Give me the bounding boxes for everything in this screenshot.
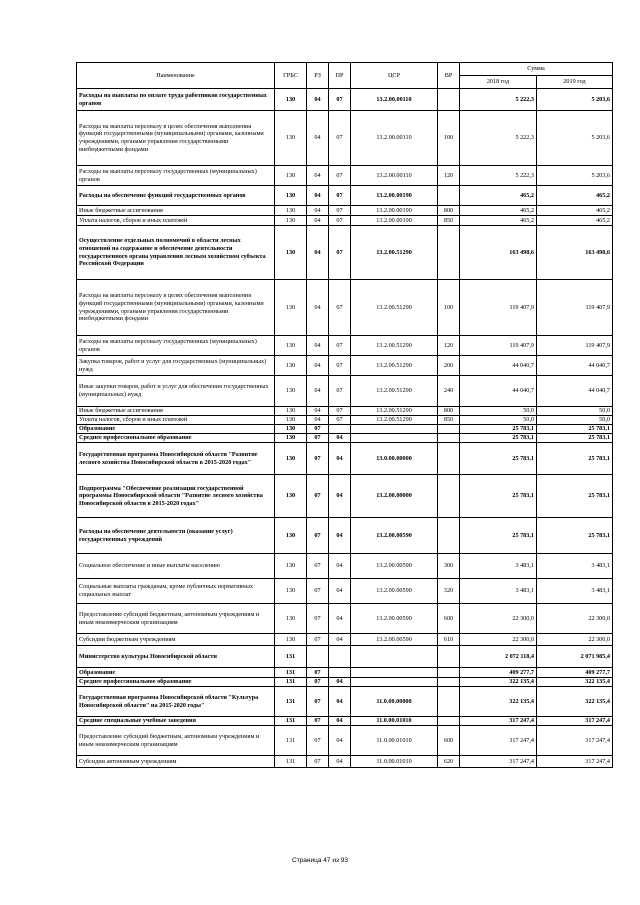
row-pr: 04 (329, 554, 351, 579)
row-rz: 07 (307, 756, 329, 768)
table-row (77, 668, 613, 678)
row-csr: 13.2.00.51290 (351, 280, 438, 336)
row-value-2019: 2 071 985,4 (537, 646, 613, 668)
table-row (77, 416, 613, 425)
row-csr: 13.2.00.00110 (351, 89, 438, 111)
row-rz: 04 (307, 407, 329, 416)
row-value-2018: 25 783,1 (460, 443, 537, 475)
table-row (77, 687, 613, 717)
row-name: Осуществление отдельных полномочий в области лесных отношений на содержание и обеспечение деятельности государственного органа управления лесным хозяйством субъекта Российской Федерации (77, 226, 275, 280)
table-row (77, 356, 613, 376)
row-rz: 04 (307, 186, 329, 206)
row-csr: 13.2.00.51290 (351, 376, 438, 407)
table-row (77, 443, 613, 475)
row-grbs: 130 (275, 475, 307, 518)
row-grbs: 130 (275, 434, 307, 443)
row-grbs: 130 (275, 376, 307, 407)
row-value-2019: 119 407,9 (537, 336, 613, 356)
table-row (77, 280, 613, 336)
row-pr: 04 (329, 687, 351, 717)
row-value-2019: 22 300,0 (537, 604, 613, 634)
row-grbs: 130 (275, 89, 307, 111)
table-row (77, 634, 613, 646)
row-grbs: 130 (275, 579, 307, 604)
row-grbs: 130 (275, 186, 307, 206)
table-row (77, 226, 613, 280)
row-name: Расходы на выплаты персоналу в целях обеспечения выполнения функций государственными (муниципальными) органами, казенными учреждениями, органами управления государственными внебюджетными фондами (77, 111, 275, 166)
row-csr: 13.2.00.51290 (351, 407, 438, 416)
row-rz: 04 (307, 226, 329, 280)
table-row (77, 756, 613, 768)
row-rz: 04 (307, 111, 329, 166)
row-value-2018: 317 247,4 (460, 756, 537, 768)
row-csr: 13.2.00.51290 (351, 416, 438, 425)
row-grbs: 131 (275, 668, 307, 678)
row-name: Расходы на выплаты персоналу государственных (муниципальных) органов (77, 166, 275, 186)
row-vr: 850 (438, 216, 460, 226)
row-grbs: 130 (275, 216, 307, 226)
row-csr (351, 434, 438, 443)
row-value-2019: 25 783,1 (537, 443, 613, 475)
row-name: Государственная программа Новосибирской области "Развитие лесного хозяйства Новосибирской области в 2015-2020 годах" (77, 443, 275, 475)
row-vr: 120 (438, 166, 460, 186)
row-name: Образование (77, 668, 275, 678)
row-csr (351, 425, 438, 434)
row-grbs: 130 (275, 416, 307, 425)
row-value-2019: 5 203,6 (537, 89, 613, 111)
header-grbs: ГРБС (275, 63, 307, 89)
table-row (77, 407, 613, 416)
row-value-2019: 44 040,7 (537, 376, 613, 407)
row-value-2019: 409 277,7 (537, 668, 613, 678)
row-name: Субсидии бюджетным учреждениям (77, 634, 275, 646)
row-value-2018: 25 783,1 (460, 434, 537, 443)
row-name: Среднее профессиональное образование (77, 678, 275, 687)
row-pr: 07 (329, 226, 351, 280)
row-grbs: 130 (275, 111, 307, 166)
row-rz: 04 (307, 376, 329, 407)
row-rz: 07 (307, 518, 329, 554)
row-csr: 13.2.00.00590 (351, 579, 438, 604)
row-name: Иные бюджетные ассигнования (77, 407, 275, 416)
table-row (77, 434, 613, 443)
row-vr (438, 646, 460, 668)
row-name: Образование (77, 425, 275, 434)
table-row (77, 336, 613, 356)
row-grbs: 131 (275, 687, 307, 717)
header-row (77, 63, 613, 76)
row-csr: 13.2.00.00190 (351, 206, 438, 216)
row-grbs: 130 (275, 554, 307, 579)
row-value-2018: 119 407,9 (460, 336, 537, 356)
row-vr: 240 (438, 376, 460, 407)
row-pr: 07 (329, 280, 351, 336)
row-csr (351, 668, 438, 678)
header-csr: ЦСР (351, 63, 438, 89)
row-value-2019: 25 783,1 (537, 434, 613, 443)
row-csr: 13.2.00.51290 (351, 356, 438, 376)
row-rz: 07 (307, 425, 329, 434)
header-rz: РЗ (307, 63, 329, 89)
row-pr: 04 (329, 726, 351, 756)
table-row (77, 604, 613, 634)
row-value-2018: 44 040,7 (460, 356, 537, 376)
row-vr: 320 (438, 579, 460, 604)
row-grbs: 130 (275, 407, 307, 416)
row-rz: 04 (307, 280, 329, 336)
row-vr (438, 443, 460, 475)
row-vr (438, 475, 460, 518)
row-pr: 07 (329, 111, 351, 166)
table-row (77, 554, 613, 579)
table-row (77, 376, 613, 407)
row-value-2018: 5 222,3 (460, 111, 537, 166)
row-csr: 13.2.00.00110 (351, 111, 438, 166)
row-vr (438, 226, 460, 280)
header-vr: ВР (438, 63, 460, 89)
row-vr: 610 (438, 634, 460, 646)
row-csr: 11.0.00.01010 (351, 726, 438, 756)
row-value-2018: 3 483,1 (460, 554, 537, 579)
row-rz: 07 (307, 687, 329, 717)
row-name: Уплата налогов, сборов и иных платежей (77, 216, 275, 226)
row-pr: 04 (329, 634, 351, 646)
row-vr (438, 678, 460, 687)
row-rz: 04 (307, 206, 329, 216)
row-csr (351, 646, 438, 668)
row-value-2019: 44 040,7 (537, 356, 613, 376)
row-name: Расходы на обеспечение функций государственных органов (77, 186, 275, 206)
table-row (77, 646, 613, 668)
row-pr: 07 (329, 356, 351, 376)
row-vr (438, 668, 460, 678)
row-value-2018: 317 247,4 (460, 717, 537, 726)
row-vr (438, 687, 460, 717)
table-row (77, 425, 613, 434)
row-csr: 13.2.00.00590 (351, 604, 438, 634)
row-rz (307, 646, 329, 668)
row-grbs: 130 (275, 226, 307, 280)
row-grbs: 131 (275, 717, 307, 726)
table-row (77, 111, 613, 166)
table-row (77, 475, 613, 518)
row-grbs: 130 (275, 336, 307, 356)
row-value-2019: 317 247,4 (537, 726, 613, 756)
row-value-2018: 50,0 (460, 407, 537, 416)
budget-table (76, 62, 613, 768)
row-vr (438, 518, 460, 554)
row-grbs: 131 (275, 646, 307, 668)
row-grbs: 130 (275, 604, 307, 634)
row-grbs: 130 (275, 425, 307, 434)
table-row (77, 678, 613, 687)
row-value-2019: 5 203,6 (537, 166, 613, 186)
row-name: Расходы на выплаты персоналу государственных (муниципальных) органов (77, 336, 275, 356)
header-year-2019: 2019 год (537, 76, 613, 89)
row-value-2018: 465,2 (460, 216, 537, 226)
row-pr: 07 (329, 416, 351, 425)
table-row (77, 579, 613, 604)
table-row (77, 518, 613, 554)
row-vr (438, 717, 460, 726)
row-value-2018: 322 135,4 (460, 687, 537, 717)
row-value-2019: 317 247,4 (537, 717, 613, 726)
row-pr: 07 (329, 186, 351, 206)
row-value-2018: 465,2 (460, 206, 537, 216)
row-pr: 07 (329, 216, 351, 226)
row-name: Государственная программа Новосибирской области "Культура Новосибирской области" на 2015-2020 годы" (77, 687, 275, 717)
row-csr: 11.0.00.00000 (351, 687, 438, 717)
row-name: Расходы на обеспечение деятельности (оказание услуг) государственных учреждений (77, 518, 275, 554)
row-value-2019: 317 247,4 (537, 756, 613, 768)
table-row (77, 206, 613, 216)
row-csr: 13.2.00.00590 (351, 634, 438, 646)
row-pr: 04 (329, 717, 351, 726)
row-name: Подпрограмма "Обеспечение реализации государственной программы Новосибирской области "Развитие лесного хозяйства Новосибирской области в 2015-2020 годах" (77, 475, 275, 518)
row-csr: 13.2.00.51290 (351, 336, 438, 356)
row-csr: 13.0.00.00000 (351, 443, 438, 475)
row-name: Расходы на выплаты персоналу в целях обеспечения выполнения функций государственными (муниципальными) органами, казенными учреждениями, органами управления государственными внебюджетными фондами (77, 280, 275, 336)
row-value-2019: 5 203,6 (537, 111, 613, 166)
row-pr: 07 (329, 166, 351, 186)
row-vr: 620 (438, 756, 460, 768)
row-value-2019: 322 135,4 (537, 678, 613, 687)
row-pr: 04 (329, 475, 351, 518)
row-grbs: 130 (275, 634, 307, 646)
row-value-2018: 50,0 (460, 416, 537, 425)
row-value-2019: 465,2 (537, 216, 613, 226)
row-value-2018: 119 407,9 (460, 280, 537, 336)
row-rz: 04 (307, 356, 329, 376)
row-pr: 07 (329, 89, 351, 111)
row-vr: 600 (438, 726, 460, 756)
row-csr: 13.2.00.00190 (351, 216, 438, 226)
row-value-2019: 50,0 (537, 407, 613, 416)
row-vr (438, 89, 460, 111)
row-value-2019: 25 783,1 (537, 518, 613, 554)
row-value-2018: 2 072 118,4 (460, 646, 537, 668)
row-pr: 04 (329, 756, 351, 768)
row-value-2018: 25 783,1 (460, 425, 537, 434)
row-vr: 800 (438, 206, 460, 216)
row-name: Закупка товаров, работ и услуг для государственных (муниципальных) нужд (77, 356, 275, 376)
row-pr (329, 425, 351, 434)
row-rz: 07 (307, 604, 329, 634)
row-csr: 13.2.00.00000 (351, 475, 438, 518)
row-vr: 100 (438, 280, 460, 336)
row-pr: 07 (329, 206, 351, 216)
row-vr: 200 (438, 356, 460, 376)
row-pr (329, 668, 351, 678)
row-vr: 800 (438, 407, 460, 416)
row-grbs: 130 (275, 206, 307, 216)
row-value-2019: 119 407,9 (537, 280, 613, 336)
row-rz: 07 (307, 434, 329, 443)
header-pr: ПР (329, 63, 351, 89)
row-grbs: 130 (275, 443, 307, 475)
row-csr: 11.0.00.01010 (351, 756, 438, 768)
row-grbs: 131 (275, 756, 307, 768)
row-csr: 13.2.00.00190 (351, 186, 438, 206)
row-value-2019: 22 300,0 (537, 634, 613, 646)
row-grbs: 130 (275, 518, 307, 554)
table-row (77, 717, 613, 726)
row-vr (438, 425, 460, 434)
row-rz: 07 (307, 554, 329, 579)
row-value-2018: 5 222,3 (460, 89, 537, 111)
row-rz: 07 (307, 475, 329, 518)
row-csr: 13.2.00.00590 (351, 554, 438, 579)
row-name: Иные бюджетные ассигнования (77, 206, 275, 216)
header-year-2018: 2018 год (460, 76, 537, 89)
row-name: Уплата налогов, сборов и иных платежей (77, 416, 275, 425)
row-rz: 04 (307, 416, 329, 425)
row-rz: 04 (307, 166, 329, 186)
row-rz: 07 (307, 443, 329, 475)
table-row (77, 186, 613, 206)
row-rz: 04 (307, 216, 329, 226)
header-name: Наименование (77, 63, 275, 89)
table-row (77, 89, 613, 111)
row-rz: 07 (307, 634, 329, 646)
row-rz: 07 (307, 668, 329, 678)
row-name: Социальные выплаты гражданам, кроме публичных нормативных социальных выплат (77, 579, 275, 604)
row-value-2019: 50,0 (537, 416, 613, 425)
row-csr: 13.2.00.00110 (351, 166, 438, 186)
row-value-2019: 465,2 (537, 206, 613, 216)
row-pr: 04 (329, 604, 351, 634)
row-value-2018: 25 783,1 (460, 475, 537, 518)
row-rz: 07 (307, 717, 329, 726)
row-rz: 04 (307, 336, 329, 356)
row-value-2018: 465,2 (460, 186, 537, 206)
row-value-2018: 22 300,0 (460, 634, 537, 646)
row-pr: 07 (329, 407, 351, 416)
row-name: Субсидии автономным учреждениям (77, 756, 275, 768)
row-value-2018: 409 277,7 (460, 668, 537, 678)
row-csr: 11.0.00.01010 (351, 717, 438, 726)
row-pr: 04 (329, 579, 351, 604)
row-grbs: 131 (275, 726, 307, 756)
row-name: Среднее профессиональное образование (77, 434, 275, 443)
row-pr: 07 (329, 336, 351, 356)
row-value-2019: 322 135,4 (537, 687, 613, 717)
row-name: Расходы на выплаты по оплате труда работников государственных органов (77, 89, 275, 111)
row-grbs: 130 (275, 280, 307, 336)
row-value-2018: 22 300,0 (460, 604, 537, 634)
row-rz: 07 (307, 579, 329, 604)
row-pr: 07 (329, 376, 351, 407)
row-value-2019: 3 483,1 (537, 579, 613, 604)
table-row (77, 726, 613, 756)
row-name: Иные закупки товаров, работ и услуг для обеспечения государственных (муниципальных) нужд (77, 376, 275, 407)
row-rz: 04 (307, 89, 329, 111)
row-rz: 07 (307, 726, 329, 756)
page-number: Страница 47 из 93 (292, 857, 348, 864)
row-value-2018: 322 135,4 (460, 678, 537, 687)
table-row (77, 166, 613, 186)
row-value-2019: 465,2 (537, 186, 613, 206)
row-value-2019: 25 783,1 (537, 475, 613, 518)
row-pr: 04 (329, 434, 351, 443)
row-value-2018: 5 222,3 (460, 166, 537, 186)
row-value-2018: 317 247,4 (460, 726, 537, 756)
row-pr: 04 (329, 678, 351, 687)
row-vr (438, 434, 460, 443)
row-name: Предоставление субсидий бюджетным, автономным учреждениям и иным некоммерческим организациям (77, 726, 275, 756)
row-rz: 07 (307, 678, 329, 687)
row-vr: 100 (438, 111, 460, 166)
row-pr: 04 (329, 518, 351, 554)
row-value-2018: 44 040,7 (460, 376, 537, 407)
table-row (77, 216, 613, 226)
row-grbs: 130 (275, 356, 307, 376)
row-value-2018: 163 498,6 (460, 226, 537, 280)
row-value-2018: 25 783,1 (460, 518, 537, 554)
header-sum: Сумма (460, 63, 613, 76)
row-vr: 850 (438, 416, 460, 425)
row-value-2018: 3 483,1 (460, 579, 537, 604)
row-pr: 04 (329, 443, 351, 475)
row-grbs: 130 (275, 166, 307, 186)
row-vr: 120 (438, 336, 460, 356)
row-csr: 13.2.00.00590 (351, 518, 438, 554)
row-name: Министерство культуры Новосибирской области (77, 646, 275, 668)
row-value-2019: 3 483,1 (537, 554, 613, 579)
row-name: Социальное обеспечение и иные выплаты населению (77, 554, 275, 579)
row-vr: 300 (438, 554, 460, 579)
row-vr (438, 186, 460, 206)
row-grbs: 131 (275, 678, 307, 687)
row-csr: 13.2.00.51290 (351, 226, 438, 280)
row-value-2019: 25 783,1 (537, 425, 613, 434)
row-name: Предоставление субсидий бюджетным, автономным учреждениям и иным некоммерческим организациям (77, 604, 275, 634)
row-vr: 600 (438, 604, 460, 634)
row-csr (351, 678, 438, 687)
row-name: Средние специальные учебные заведения (77, 717, 275, 726)
row-pr (329, 646, 351, 668)
row-value-2019: 163 498,6 (537, 226, 613, 280)
